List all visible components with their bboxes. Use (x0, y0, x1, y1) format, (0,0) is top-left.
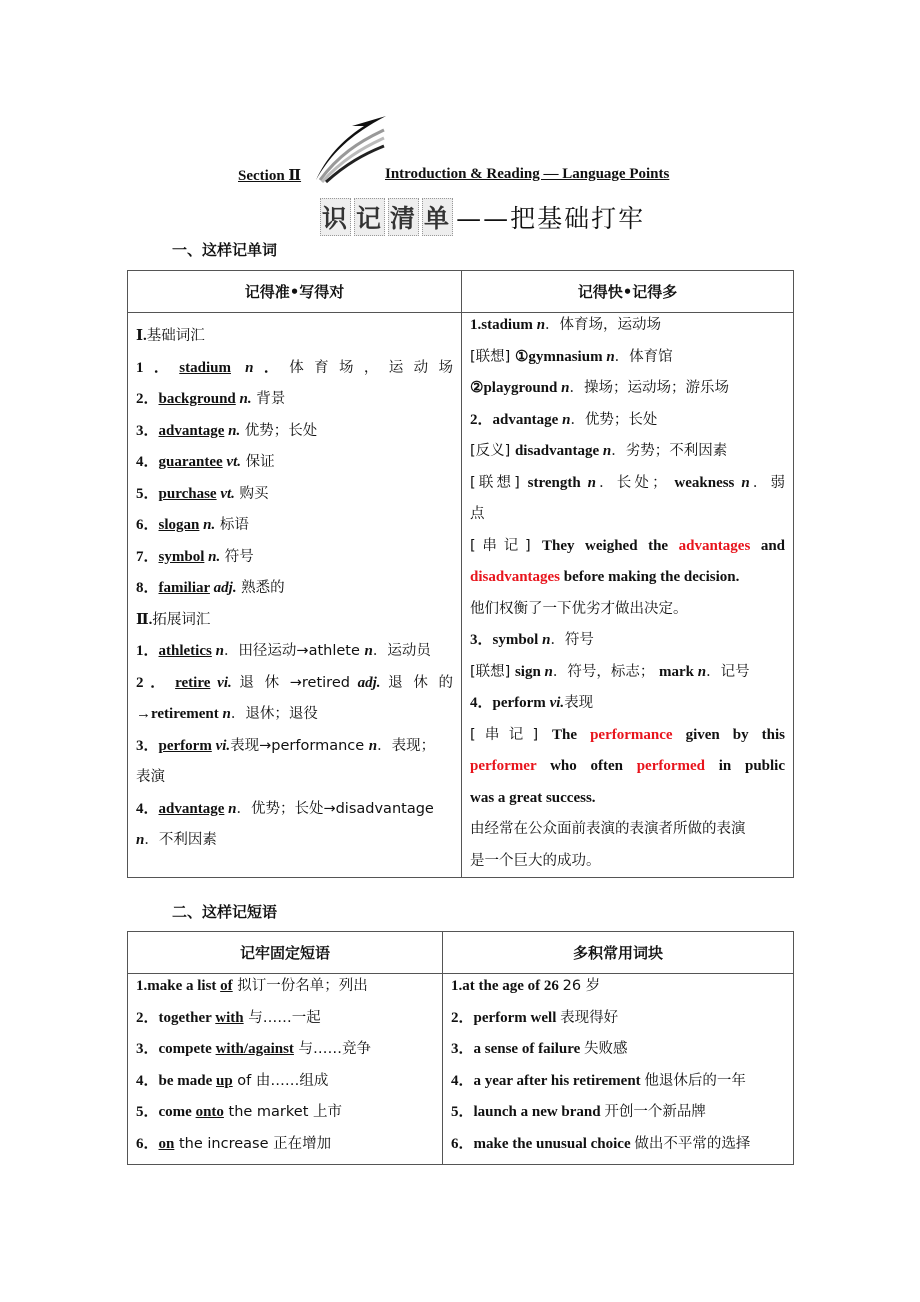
text-line (136, 1066, 434, 1098)
text-segment: ．长处； (595, 474, 675, 491)
text-segment: 2． (136, 391, 159, 407)
text-segment: ①gymnasium (514, 348, 607, 365)
text-line (470, 531, 785, 563)
text-segment: n (562, 411, 571, 428)
text-line (451, 1066, 791, 1098)
text-segment: n (368, 737, 378, 754)
text-line (136, 762, 453, 794)
text-segment: 4． (136, 800, 159, 817)
text-segment: ．优势；长处→disadvantage (236, 800, 434, 817)
text-segment: ．操场；运动场；游乐场 (569, 380, 729, 396)
text-segment: 4．a year after his retirement (451, 1072, 645, 1089)
text-segment: n (222, 706, 231, 722)
banner-char: 记 (354, 198, 385, 236)
text-segment: →retirement (136, 706, 223, 722)
text-segment: ．表现； (377, 737, 436, 754)
text-line (470, 625, 785, 657)
text-segment: n. (208, 548, 221, 565)
text-line (136, 384, 453, 416)
text-line (136, 794, 453, 826)
text-segment: 1． (136, 359, 180, 376)
text-segment: in public (705, 758, 785, 774)
text-segment: n (697, 663, 707, 680)
text-segment: adj. (357, 674, 381, 691)
key-word: slogan (158, 517, 200, 533)
text-segment: 背景 (251, 391, 286, 407)
text-line (136, 542, 453, 574)
key-word: advantage (158, 422, 225, 439)
text-segment: 表现得好 (560, 1009, 619, 1026)
text-segment: 6． (136, 517, 159, 533)
text-segment: 1.stadium (470, 317, 537, 333)
text-segment: vi. (217, 674, 232, 691)
text-segment: 26 岁 (562, 978, 601, 994)
text-segment: the increase 正在增加 (174, 1135, 332, 1152)
text-line (136, 825, 453, 857)
text-segment: ．体育馆 (614, 348, 673, 365)
text-line (451, 1034, 791, 1066)
key-word: of (220, 978, 233, 994)
key-word: athletics (158, 643, 212, 659)
text-segment: ．弱 (749, 474, 786, 491)
text-line (136, 1034, 434, 1066)
key-word: with (215, 1009, 244, 1026)
phrase-col-right-header: 多积常用词块 (443, 932, 794, 974)
phrase-left-cell (128, 971, 442, 1160)
highlighted-word: performer (470, 758, 537, 774)
key-word: with/against (215, 1041, 294, 1057)
text-segment: n. (228, 422, 241, 439)
text-line (451, 1097, 791, 1129)
text-segment: n (542, 632, 551, 648)
text-line (136, 731, 453, 763)
text-segment: Ⅱ. (136, 611, 153, 628)
text-line (470, 846, 785, 878)
text-segment: 3．a sense of failure (451, 1041, 585, 1057)
text-segment: n (536, 317, 546, 333)
text-line (136, 1097, 434, 1129)
text-segment: vi. (549, 695, 565, 711)
key-word: advantage (158, 800, 225, 817)
banner-char: 识 (320, 198, 351, 236)
text-segment: n (544, 663, 553, 680)
vocab-left-cell (128, 313, 461, 857)
key-word: guarantee (158, 454, 223, 470)
key-word: up (216, 1072, 233, 1089)
text-segment: [联想] (470, 663, 515, 680)
text-segment: [联想] (470, 474, 528, 491)
text-line (136, 573, 453, 605)
text-segment: n (587, 474, 596, 491)
text-segment: 5．come (136, 1104, 196, 1120)
text-segment: n (741, 474, 750, 491)
text-line (470, 342, 785, 374)
text-segment: 与……竞争 (293, 1041, 372, 1057)
banner-subtitle: ——把基础打牢 (456, 204, 646, 233)
text-line (136, 971, 434, 1003)
text-segment: 表现 (564, 695, 594, 711)
text-segment: 4． (136, 454, 159, 470)
phrase-right-cell (443, 971, 793, 1160)
text-segment: 5． (136, 485, 159, 502)
text-segment: [联想] (470, 348, 515, 365)
text-segment: 1.at the age of 26 (451, 978, 563, 994)
text-segment: 由经常在公众面前表演的表演者所做的表演 (470, 821, 746, 837)
text-segment: n (602, 443, 612, 459)
text-segment: 4．be made (136, 1072, 216, 1089)
text-line (136, 447, 453, 479)
text-segment: 3．symbol (470, 632, 543, 648)
text-segment: 基础词汇 (146, 328, 205, 344)
text-line (470, 751, 785, 783)
text-line (451, 971, 791, 1003)
vocab-col-right-header: 记得快•记得多 (462, 271, 794, 313)
text-segment: 保证 (241, 454, 275, 470)
text-segment: weakness (674, 474, 742, 491)
text-line (470, 373, 785, 405)
text-segment: ．体育场，运动场 (545, 317, 662, 333)
text-segment: 退 休 →retired (231, 674, 358, 691)
text-segment: 标语 (215, 517, 249, 533)
text-segment: ．运动员 (372, 643, 431, 659)
text-line (470, 594, 785, 626)
text-line (470, 468, 785, 500)
text-segment: n (561, 380, 570, 396)
highlighted-word: performed (636, 758, 706, 774)
phrase-col-left-header: 记牢固定短语 (128, 932, 443, 974)
text-segment: 优势；长处 (240, 422, 318, 439)
text-line (470, 310, 785, 342)
text-line (451, 1003, 791, 1035)
text-segment: 他们权衡了一下优劣才做出决定。 (470, 600, 688, 617)
key-word: symbol (158, 548, 205, 565)
text-segment: n (364, 643, 373, 659)
text-segment: 4．perform (470, 695, 550, 711)
text-segment: ．优势；长处 (570, 411, 658, 428)
text-segment: vt. (220, 485, 235, 502)
text-segment: n (245, 359, 254, 376)
text-segment: ．符号 (550, 632, 594, 648)
text-segment: who often (536, 758, 637, 774)
text-segment: 失败感 (584, 1041, 628, 1057)
text-segment: n (136, 832, 145, 848)
text-segment: [串记] (470, 726, 553, 743)
text-segment: 1.make a list (136, 978, 221, 994)
vocab-right-cell (462, 310, 793, 877)
banner-char: 单 (422, 198, 453, 236)
text-segment: ．田径运动→athlete (223, 643, 365, 659)
text-segment: vt. (226, 454, 241, 470)
text-line (470, 657, 785, 689)
text-line (136, 479, 453, 511)
text-segment: 3． (136, 737, 159, 754)
section-label: Section Ⅱ (238, 168, 302, 184)
text-line (136, 1129, 434, 1161)
text-segment: adj. (213, 580, 237, 596)
vocab-col-left-header: 记得准•写得对 (128, 271, 462, 313)
text-segment: 购买 (234, 485, 269, 502)
text-segment: 做出不平常的选择 (634, 1135, 751, 1152)
text-segment: n (606, 348, 615, 365)
highlighted-word: disadvantages (470, 569, 561, 585)
key-word: on (158, 1135, 175, 1152)
text-segment: and (750, 537, 786, 554)
text-segment: n. (203, 517, 216, 533)
text-line (136, 321, 453, 353)
text-segment: ．记号 (706, 663, 750, 680)
text-line (470, 783, 785, 815)
banner-heading (320, 198, 645, 236)
text-segment: 是一个巨大的成功。 (470, 852, 601, 869)
key-word: perform (158, 737, 212, 754)
text-segment: 符号 (220, 548, 254, 565)
text-line (470, 436, 785, 468)
text-segment: 拟订一份名单；列出 (232, 978, 368, 994)
section-logo-icon (312, 112, 388, 189)
text-segment: 5．launch a new brand (451, 1104, 605, 1120)
text-segment: was a great success. (470, 789, 596, 806)
text-segment: sign (514, 663, 545, 680)
text-line (470, 688, 785, 720)
text-segment: n. (239, 391, 252, 407)
text-line (136, 668, 453, 700)
text-segment: ．符号，标志； (552, 663, 659, 680)
text-line (470, 405, 785, 437)
text-segment: 3．compete (136, 1041, 216, 1057)
text-segment: 2 ． (136, 674, 176, 691)
highlighted-word: advantages (678, 537, 751, 554)
text-segment: 8． (136, 580, 159, 596)
text-segment: disadvantage (514, 443, 603, 459)
text-line (470, 562, 785, 594)
text-line (136, 353, 453, 385)
text-line (136, 1003, 434, 1035)
text-line (136, 636, 453, 668)
text-segment: The (552, 726, 591, 743)
text-segment: 1． (136, 643, 159, 659)
text-line (451, 1129, 791, 1161)
text-segment: the market 上市 (223, 1104, 342, 1120)
key-word: onto (195, 1104, 224, 1120)
text-segment: strength (527, 474, 588, 491)
key-word: retire (175, 674, 211, 691)
text-segment: 2．perform well (451, 1009, 561, 1026)
text-line (136, 699, 453, 731)
vocab-table (127, 270, 794, 878)
text-line (136, 510, 453, 542)
text-segment: 他退休后的一年 (644, 1072, 746, 1089)
text-segment: [反义] (470, 443, 515, 459)
part2-heading: 二、这样记短语 (172, 903, 278, 921)
text-segment: 2．advantage (470, 411, 563, 428)
text-segment: 点 (470, 506, 485, 522)
text-line (136, 605, 453, 637)
text-segment: given by this (672, 726, 785, 743)
text-segment: 7． (136, 548, 159, 565)
phrase-table (127, 931, 794, 1165)
text-line (136, 416, 453, 448)
text-segment: vi. (215, 737, 231, 754)
text-segment: before making the decision. (560, 569, 740, 585)
key-word: background (158, 391, 236, 407)
text-segment: 体育场，运动场 (289, 359, 453, 376)
key-word: familiar (158, 580, 210, 596)
part1-heading: 一、这样记单词 (172, 241, 278, 259)
key-word: purchase (158, 485, 217, 502)
text-segment: 2．together (136, 1009, 216, 1026)
text-segment: 表现→performance (230, 737, 369, 754)
text-segment: 开创一个新品牌 (604, 1104, 706, 1120)
text-segment: ．退休；退役 (230, 706, 318, 722)
text-segment: Ⅰ. (136, 328, 147, 344)
text-segment: 表演 (136, 769, 165, 785)
text-segment: of 由……组成 (232, 1072, 329, 1089)
text-segment (231, 360, 245, 376)
text-segment: 退 休 的 (380, 674, 454, 691)
highlighted-word: performance (590, 726, 673, 743)
text-segment: 6．make the unusual choice (451, 1135, 635, 1152)
text-line (470, 814, 785, 846)
text-segment: n (228, 800, 237, 817)
key-word: stadium (179, 359, 231, 376)
text-segment: n (215, 643, 224, 659)
text-segment: 熟悉的 (236, 580, 285, 596)
text-line (470, 499, 785, 531)
text-segment: 3． (136, 422, 159, 439)
text-segment: They weighed the (542, 537, 679, 554)
text-segment: ．劣势；不利因素 (611, 443, 728, 459)
text-segment: mark (659, 663, 698, 680)
lesson-title: Introduction & Reading — Language Points (385, 166, 670, 182)
text-line (470, 720, 785, 752)
text-segment: 拓展词汇 (152, 611, 211, 628)
text-segment: 与……一起 (243, 1009, 321, 1026)
banner-char: 清 (388, 198, 419, 236)
text-segment: ．不利因素 (144, 832, 217, 848)
text-segment: ②playground (470, 380, 562, 396)
text-segment: ． (253, 359, 290, 376)
text-segment: 6． (136, 1135, 159, 1152)
text-segment: [串记] (470, 537, 543, 554)
